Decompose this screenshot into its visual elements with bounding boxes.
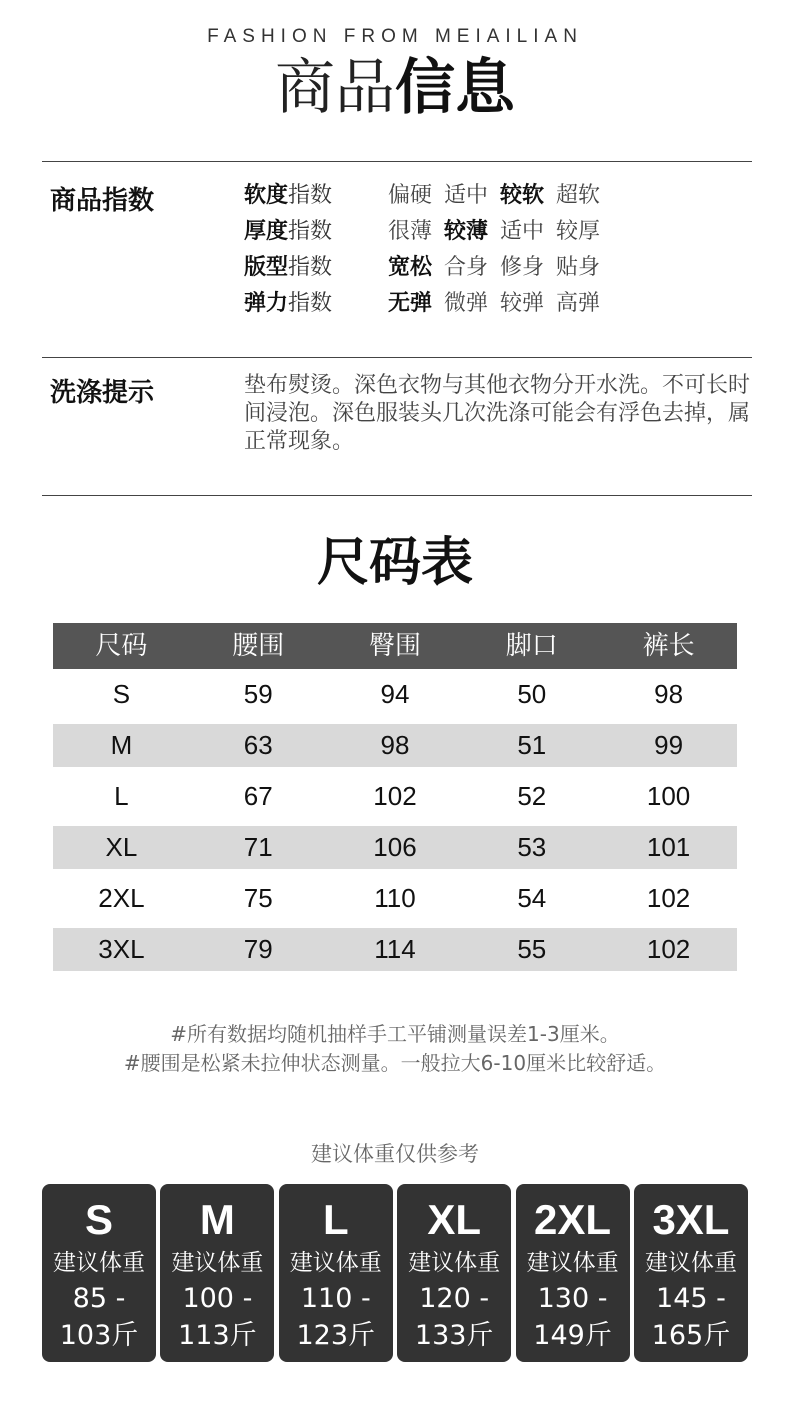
index-option: 偏硬 — [388, 183, 433, 208]
index-key: 软度 — [244, 183, 289, 208]
card-label: 建议体重 — [644, 1250, 737, 1276]
index-option: 贴身 — [556, 255, 601, 280]
header-cell: 脚口 — [505, 631, 558, 661]
index-key: 弹力 — [244, 291, 289, 316]
table-cell: 75 — [243, 883, 273, 913]
table-cell: 50 — [517, 679, 547, 709]
table-cell: 102 — [646, 883, 691, 913]
weight-cards — [42, 1184, 748, 1362]
divider — [42, 161, 752, 162]
wash-tips-label: 洗涤提示 — [50, 378, 155, 408]
table-cell: 114 — [374, 934, 416, 964]
table-row — [53, 873, 737, 924]
card-label: 建议体重 — [171, 1250, 264, 1276]
index-option: 微弹 — [444, 291, 489, 316]
index-suffix: 指数 — [288, 219, 333, 244]
table-cell: XL — [105, 832, 138, 862]
card-label: 建议体重 — [53, 1250, 145, 1276]
table-cell: 67 — [243, 781, 273, 811]
table-cell: 110 — [374, 883, 416, 913]
card-size: M — [199, 1196, 235, 1243]
header-cell: 腰围 — [232, 631, 285, 661]
card-size: S — [84, 1196, 113, 1243]
card-range-b: 103斤 — [59, 1320, 139, 1351]
table-cell: 100 — [646, 781, 691, 811]
card-range-a: 110 - — [300, 1283, 371, 1314]
card-label: 建议体重 — [289, 1250, 382, 1276]
card-range-b: 133斤 — [414, 1320, 494, 1351]
table-row — [53, 720, 737, 771]
card-range-a: 145 - — [656, 1283, 726, 1314]
title-light: 商品 — [275, 53, 395, 123]
table-cell: S — [112, 679, 131, 709]
index-suffix: 指数 — [288, 255, 333, 280]
card-label: 建议体重 — [526, 1250, 619, 1276]
weight-card — [516, 1184, 630, 1362]
table-cell: 55 — [517, 934, 547, 964]
table-cell: 71 — [243, 832, 273, 862]
table-cell: M — [110, 730, 133, 760]
header-cell: 臀围 — [368, 631, 421, 661]
table-row — [53, 771, 737, 822]
weight-card — [634, 1184, 748, 1362]
index-row — [244, 214, 612, 250]
size-table — [53, 623, 737, 975]
table-cell: 3XL — [98, 934, 145, 964]
table-cell: 94 — [380, 679, 410, 709]
index-option: 适中 — [500, 219, 545, 244]
table-cell: 102 — [373, 781, 417, 811]
index-option: 无弹 — [388, 291, 433, 316]
table-cell: L — [114, 781, 129, 811]
size-table-header — [53, 623, 737, 669]
card-range-b: 113斤 — [178, 1320, 257, 1351]
card-range-a: 120 - — [419, 1283, 490, 1314]
table-cell: 98 — [654, 679, 684, 709]
index-option: 较软 — [500, 183, 545, 208]
index-option: 超软 — [556, 183, 601, 208]
table-cell: 59 — [243, 679, 273, 709]
weight-card — [279, 1184, 393, 1362]
size-table-title: 尺码表 — [316, 533, 473, 593]
table-cell: 54 — [517, 883, 547, 913]
table-row — [53, 924, 737, 975]
weight-card — [160, 1184, 274, 1362]
weight-card — [42, 1184, 156, 1362]
divider — [42, 495, 752, 496]
table-row — [53, 669, 737, 720]
index-row — [244, 286, 612, 322]
table-cell: 101 — [646, 832, 691, 862]
index-name — [244, 178, 388, 209]
index-option: 很薄 — [388, 219, 433, 244]
wash-tips-text: 垫布熨烫。深色衣物与其他衣物分开水洗。不可长时间浸泡。深色服装头几次洗涤可能会有浮色去掉，属正常现象。 — [244, 373, 751, 454]
index-option: 高弹 — [556, 291, 601, 316]
table-cell: 106 — [373, 832, 417, 862]
index-key: 版型 — [244, 255, 289, 280]
index-row — [244, 250, 612, 286]
card-range-b: 165斤 — [651, 1320, 731, 1351]
divider — [42, 357, 752, 358]
product-index-label: 商品指数 — [50, 186, 155, 216]
index-option: 适中 — [444, 183, 489, 208]
index-option: 宽松 — [388, 255, 433, 280]
card-range-a: 100 - — [182, 1283, 253, 1314]
size-table-body — [53, 669, 737, 975]
table-cell: 51 — [517, 730, 547, 760]
table-cell: 2XL — [98, 883, 145, 913]
index-suffix: 指数 — [288, 183, 333, 208]
card-range-b: 149斤 — [533, 1320, 612, 1351]
table-row — [53, 822, 737, 873]
index-key: 厚度 — [244, 219, 289, 244]
brand-tagline: FASHION FROM MEIAILIAN — [207, 26, 583, 47]
card-range-a: 85 - — [72, 1283, 126, 1314]
table-note: #所有数据均随机抽样手工平铺测量误差1-3厘米。 — [170, 1022, 620, 1046]
table-cell: 52 — [517, 781, 547, 811]
index-option: 较厚 — [556, 219, 601, 244]
card-size: XL — [427, 1196, 481, 1243]
weight-card — [397, 1184, 511, 1362]
card-size: 2XL — [534, 1196, 612, 1243]
title-bold: 信息 — [395, 53, 515, 123]
index-name — [244, 250, 388, 281]
table-cell: 63 — [243, 730, 273, 760]
table-cell: 79 — [243, 934, 273, 964]
card-size: 3XL — [652, 1196, 730, 1243]
page-title — [0, 52, 790, 124]
card-label: 建议体重 — [408, 1250, 501, 1276]
table-note: #腰围是松紧未拉伸状态测量。一般拉大6-10厘米比较舒适。 — [123, 1051, 667, 1075]
table-cell: 102 — [646, 934, 691, 964]
table-cell: 53 — [517, 832, 547, 862]
card-range-a: 130 - — [537, 1283, 608, 1314]
card-range-b: 123斤 — [296, 1320, 376, 1351]
table-cell: 99 — [654, 730, 684, 760]
header-cell: 裤长 — [642, 631, 695, 661]
weight-title: 建议体重仅供参考 — [311, 1142, 479, 1166]
index-option: 较弹 — [500, 291, 545, 316]
index-name — [244, 214, 388, 245]
table-cell: 98 — [380, 730, 410, 760]
index-name — [244, 286, 388, 317]
index-row — [244, 178, 612, 214]
header-cell: 尺码 — [95, 631, 148, 661]
card-size: L — [322, 1196, 349, 1243]
index-option: 较薄 — [444, 219, 489, 244]
index-option: 合身 — [444, 255, 489, 280]
index-suffix: 指数 — [288, 291, 333, 316]
index-option: 修身 — [500, 255, 545, 280]
